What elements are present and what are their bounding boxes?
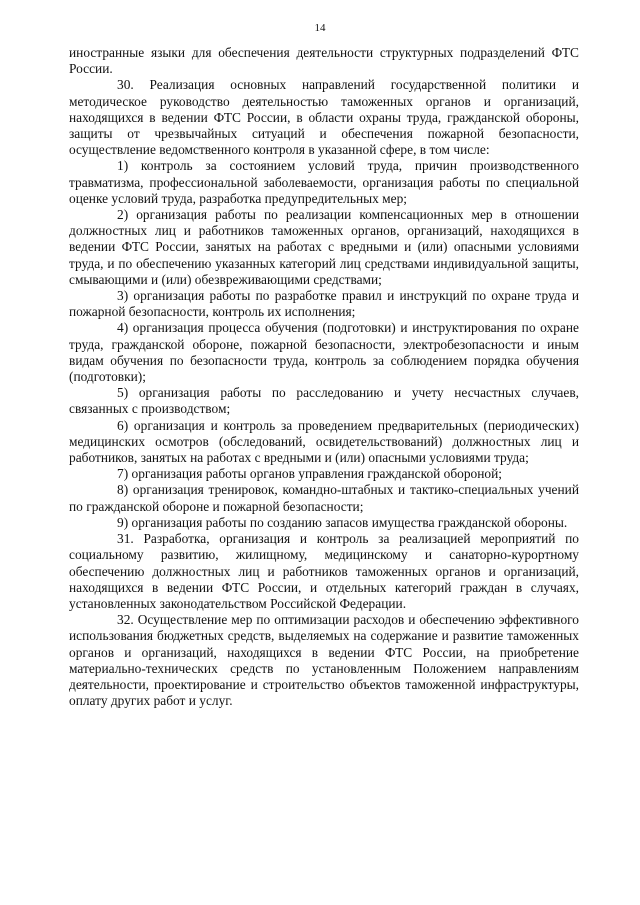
subitem-30-3: 3) организация работы по разработке правил и инструкций по охране труда и пожарной безопасности, контроль их исполнения; (69, 288, 579, 320)
subitem-30-5: 5) организация работы по расследованию и учету несчастных случаев, связанных с производством; (69, 385, 579, 417)
paragraph-item-32: 32. Осуществление мер по оптимизации расходов и обеспечению эффективного использования бюджетных средств, выделяемых на содержание и развитие таможенных органов и организаций, находящихся в ведении ФТС России, на приобретение материально-технических средств по установленным Положением направлениям деятельности, проектирование и строительство объектов таможенной инфраструктуры, оплату других работ и услуг. (69, 612, 579, 709)
page-number: 14 (314, 22, 326, 34)
subitem-30-8: 8) организация тренировок, командно-штабных и тактико-специальных учений по гражданской обороне и пожарной безопасности; (69, 482, 579, 514)
paragraph-continuation: иностранные языки для обеспечения деятельности структурных подразделений ФТС России. (69, 45, 579, 77)
paragraph-item-31: 31. Разработка, организация и контроль за реализацией мероприятий по социальному развитию, жилищному, медицинскому и санаторно-курортному обеспечению должностных лиц и работников таможенных органов и организаций, находящихся в ведении ФТС России, и отдельных категорий граждан в случаях, установленных законодательством Российской Федерации. (69, 531, 579, 611)
subitem-30-6: 6) организация и контроль за проведением предварительных (периодических) медицинских осмотров (обследований, освидетельствований) должностных лиц и работников, занятых на работах с вредными и (или) опасными условиями труда; (69, 417, 579, 466)
subitem-30-9: 9) организация работы по созданию запасов имущества гражданской обороны. (117, 514, 568, 530)
document-body (69, 45, 579, 709)
subitem-30-2: 2) организация работы по реализации компенсационных мер в отношении должностных лиц и работников таможенных органов, организаций, находящихся в ведении ФТС России, занятых на работах с вредными и (или) опасными условиями труда, и по обеспечению указанных категорий лиц средствами индивидуальной защиты, смывающими и (или) обезвреживающими средствами; (69, 207, 579, 287)
paragraph-item-30: 30. Реализация основных направлений государственной политики и методическое руководство деятельностью таможенных органов и организаций, находящихся в ведении ФТС России, в области охраны труда, гражданской обороны, защиты от чрезвычайных ситуаций и обеспечения пожарной безопасности, осуществление ведомственного контроля в указанной сфере, в том числе: (69, 77, 579, 158)
subitem-30-7: 7) организация работы органов управления гражданской обороной; (117, 466, 502, 482)
subitem-30-4: 4) организация процесса обучения (подготовки) и инструктирования по охране труда, гражданской обороне, пожарной безопасности, электробезопасности и иным видам обучения по безопасности труда, контроль за соблюдением порядка обучения (подготовки); (69, 320, 579, 385)
subitem-30-1: 1) контроль за состоянием условий труда, причин производственного травматизма, профессиональной заболеваемости, организация работы по специальной оценке условий труда, разработка предупредительных мер; (69, 158, 579, 206)
